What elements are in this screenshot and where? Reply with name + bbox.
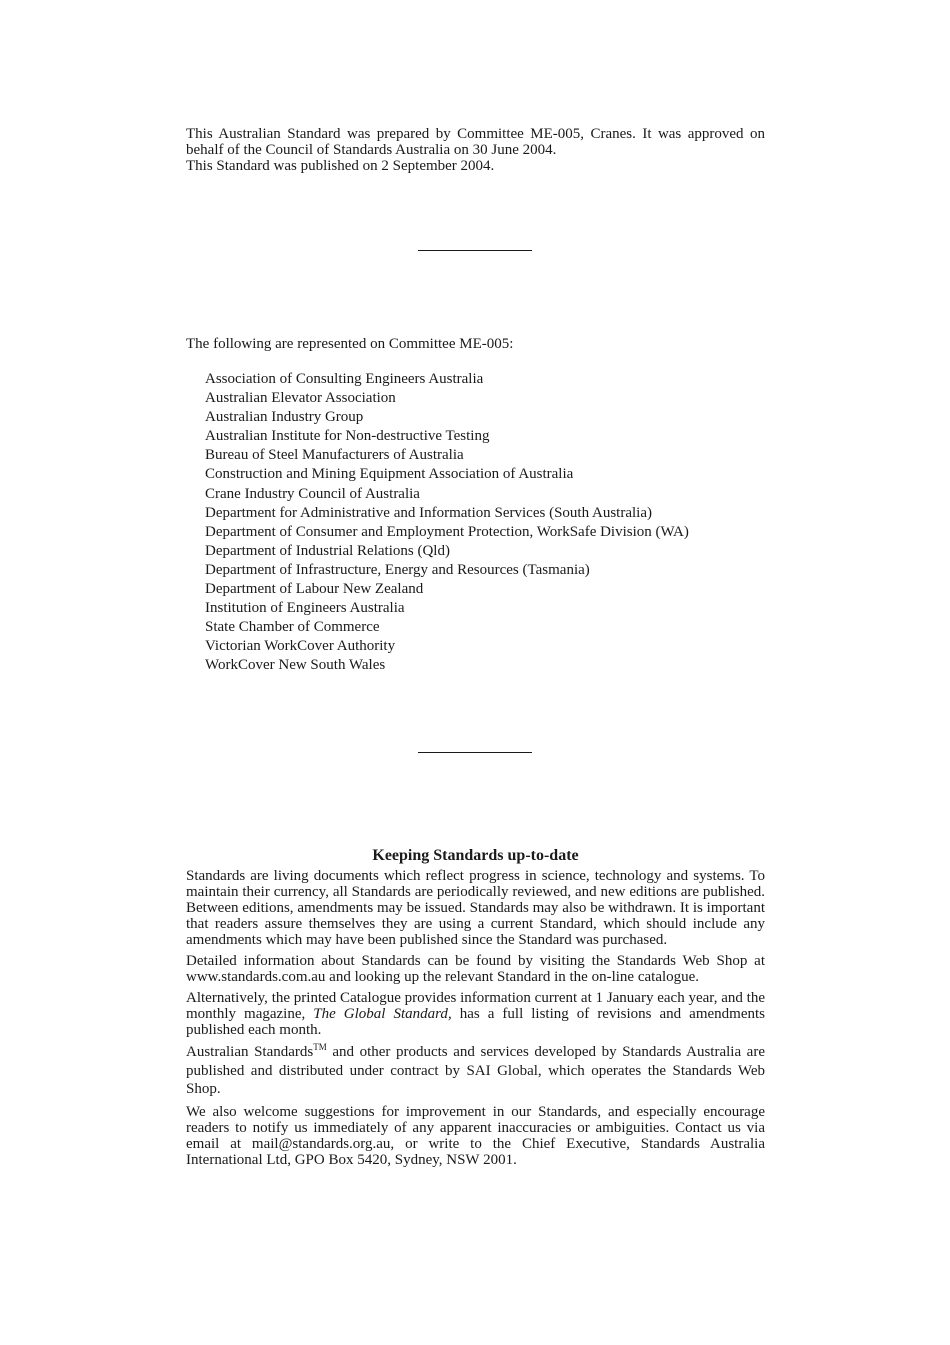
catalogue-text-start: Alternatively, the printed Catalogue provides information current at 1 January each year, and the monthly magazine, [186,990,765,1022]
paragraph-living-documents: Standards are living documents which reflect progress in science, technology and systems. To maintain their currency, all Standards are periodically reviewed, and new editions are published. Between editions, amendments may be issued. Standards may also be withdrawn. It is important that readers assure themselves they are using a current Standard, which should include any amendments which may have been published since the Standard was purchased. [186,868,765,948]
list-item: Institution of Engineers Australia [205,600,405,617]
list-item: Department for Administrative and Information Services (South Australia) [205,504,652,521]
publication-date-text: This Standard was published on 2 September 2004. [186,158,495,174]
divider-rule [418,250,532,251]
paragraph-suggestions: We also welcome suggestions for improvement in our Standards, and especially encourage readers to notify us immediately of any apparent inaccuracies or ambiguities. Contact us via email at mail@standards.org.au, or write to the Chief Executive, Standards Australia International Ltd, GPO Box 5420, Sydney, NSW 2001. [186,1103,765,1168]
committee-intro: The following are represented on Committee ME-005: [186,336,514,352]
magazine-title: The Global Standard [313,1006,448,1022]
paragraph-catalogue [186,990,765,1038]
brand-name: Australian Standards [186,1044,314,1060]
list-item: State Chamber of Commerce [205,619,380,636]
preparation-statement [186,126,765,174]
list-item: Association of Consulting Engineers Australia [205,371,484,387]
list-item: Australian Institute for Non-destructive Testing [205,428,490,445]
sai-global-text: and other products and services developed by Standards Australia are published and distributed under contract by SAI Global, which operates the Standards Web Shop. [186,1044,765,1097]
paragraph-web-shop: Detailed information about Standards can be found by visiting the Standards Web Shop at www.standards.com.au and looking up the relevant Standard in the on-line catalogue. [186,953,765,985]
keeping-standards-section [186,846,765,1173]
list-item: Department of Consumer and Employment Protection, WorkSafe Division (WA) [205,523,689,540]
list-item: Department of Industrial Relations (Qld) [205,542,450,559]
list-item: WorkCover New South Wales [205,657,386,674]
list-item: Victorian WorkCover Authority [205,638,396,655]
list-item: Australian Industry Group [205,409,364,426]
paragraph-sai-global [186,1043,765,1099]
list-item: Australian Elevator Association [205,390,396,407]
trademark-mark: TM [313,1042,327,1052]
list-item: Bureau of Steel Manufacturers of Australia [205,447,464,464]
list-item: Department of Labour New Zealand [205,581,424,598]
list-item: Department of Infrastructure, Energy and Resources (Tasmania) [205,561,590,578]
list-item: Crane Industry Council of Australia [205,485,420,502]
committee-member-list [205,370,689,676]
preparation-text: This Australian Standard was prepared by Committee ME-005, Cranes. It was approved on behalf of the Council of Standards Australia on 30 June 2004. [186,126,765,158]
list-item: Construction and Mining Equipment Association of Australia [205,466,574,483]
catalogue-text-end: , has a full listing of revisions and amendments published each month. [186,1006,765,1038]
divider-rule [418,752,532,753]
section-heading: Keeping Standards up-to-date [372,847,579,864]
